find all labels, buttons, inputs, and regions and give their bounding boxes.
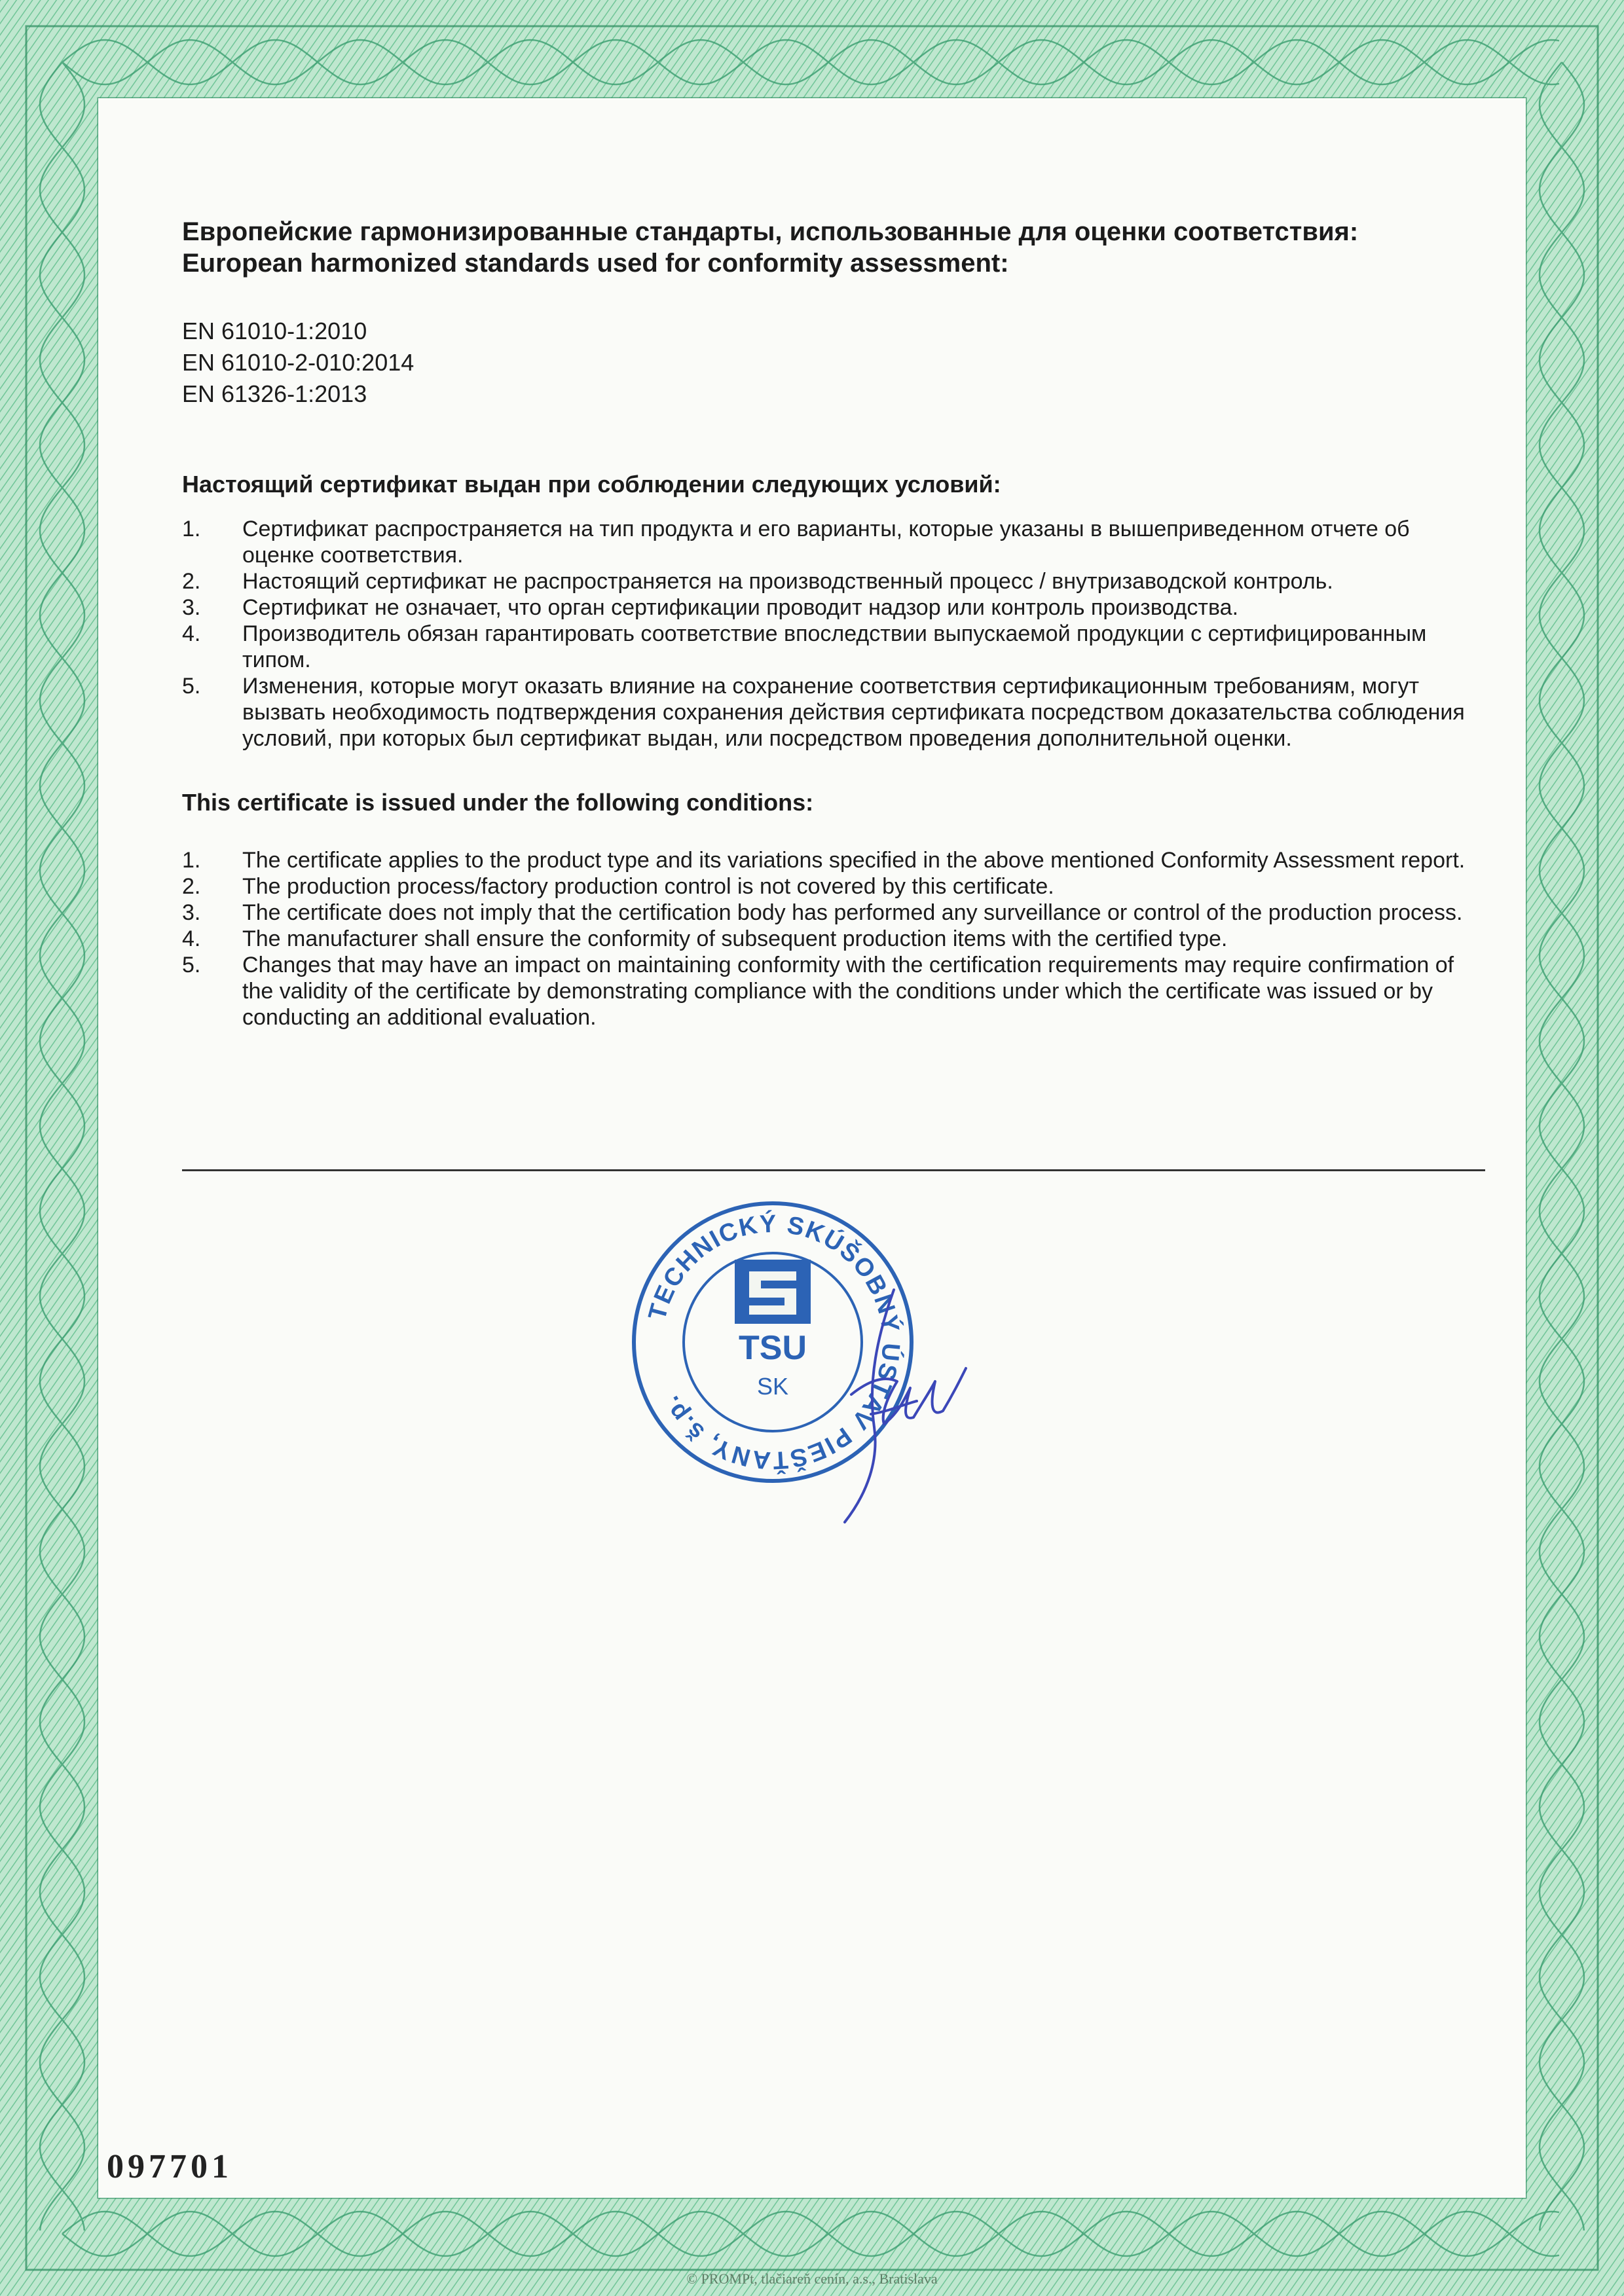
condition-text: Производитель обязан гарантировать соответствие впоследствии выпускаемой продукции с сертифицированным типом. [242,621,1427,672]
condition-text: Сертификат не означает, что орган сертификации проводит надзор или контроль производства. [242,595,1239,620]
stamp-logo-text: TSU [739,1329,807,1367]
condition-number: 4. [182,621,201,646]
signature [805,1283,989,1532]
condition-number: 2. [182,874,201,899]
condition-text: The certificate does not imply that the certification body has performed any surveillance or control of the production process. [242,900,1463,925]
condition-text: The production process/factory production control is not covered by this certificate. [242,874,1054,899]
condition-item [182,873,1479,900]
condition-item [182,516,1479,568]
condition-item [182,952,1479,1030]
condition-number: 5. [182,674,201,699]
condition-item [182,594,1479,621]
standards-heading-ru: Европейские гармонизированные стандарты, использованные для оценки соответствия: [182,217,1359,246]
condition-item [182,621,1479,673]
standard-item: EN 61326-1:2013 [182,380,367,407]
certificate-content [182,216,1479,1030]
stamp-country: SK [756,1373,789,1400]
condition-item [182,900,1479,926]
condition-number: 4. [182,926,201,951]
condition-text: Changes that may have an impact on maintaining conformity with the certification requirements may require confirmation of the validity of the certificate by demonstrating compliance with the conditions under which the certificate was issued or by conducting an additional evaluation. [242,953,1454,1030]
condition-text: The certificate applies to the product type and its variations specified in the above mentioned Conformity Assessment report. [242,848,1466,873]
condition-text: The manufacturer shall ensure the conformity of subsequent production items with the certified type. [242,926,1228,951]
condition-item [182,568,1479,594]
condition-number: 2. [182,569,201,594]
standard-item: EN 61010-2-010:2014 [182,349,415,376]
printer-note: © PROMPt, tlačiareň cenín, a.s., Bratislava [686,2270,938,2287]
serial-number: 097701 [107,2148,232,2185]
condition-text: Настоящий сертификат не распространяется на производственный процесс / внутризаводской контроль. [242,569,1333,594]
condition-number: 1. [182,848,201,873]
condition-number: 3. [182,595,201,620]
conditions-list-en [182,847,1479,1030]
standards-heading-en: European harmonized standards used for conformity assessment: [182,249,1009,278]
conditions-title-ru: Настоящий сертификат выдан при соблюдении следующих условий: [182,471,1001,498]
stamp-ring-text: TECHNICKÝ SKÚŠOBNÝ ÚSTAV PIEŠŤANY, š.p. [643,1210,905,1474]
condition-item [182,673,1479,752]
condition-number: 5. [182,953,201,977]
conditions-list-ru [182,516,1479,752]
signature-divider [182,1169,1485,1171]
condition-number: 1. [182,517,201,541]
condition-item [182,847,1479,873]
standards-list [182,316,1479,410]
conditions-title-en: This certificate is issued under the following conditions: [182,789,814,816]
standard-item: EN 61010-1:2010 [182,318,367,344]
condition-text: Сертификат распространяется на тип продукта и его варианты, которые указаны в вышеприведенном отчете об оценке соответствия. [242,517,1410,568]
condition-item [182,926,1479,952]
condition-text: Изменения, которые могут оказать влияние на сохранение соответствия сертификационным требованиям, могут вызвать необходимость подтверждения сохранения действия сертификата посредством доказательства соблюдения условий, при которых был сертификат выдан, или посредством проведения дополнительной оценки. [242,674,1465,751]
condition-number: 3. [182,900,201,925]
stamp-logo-icon [735,1260,811,1324]
